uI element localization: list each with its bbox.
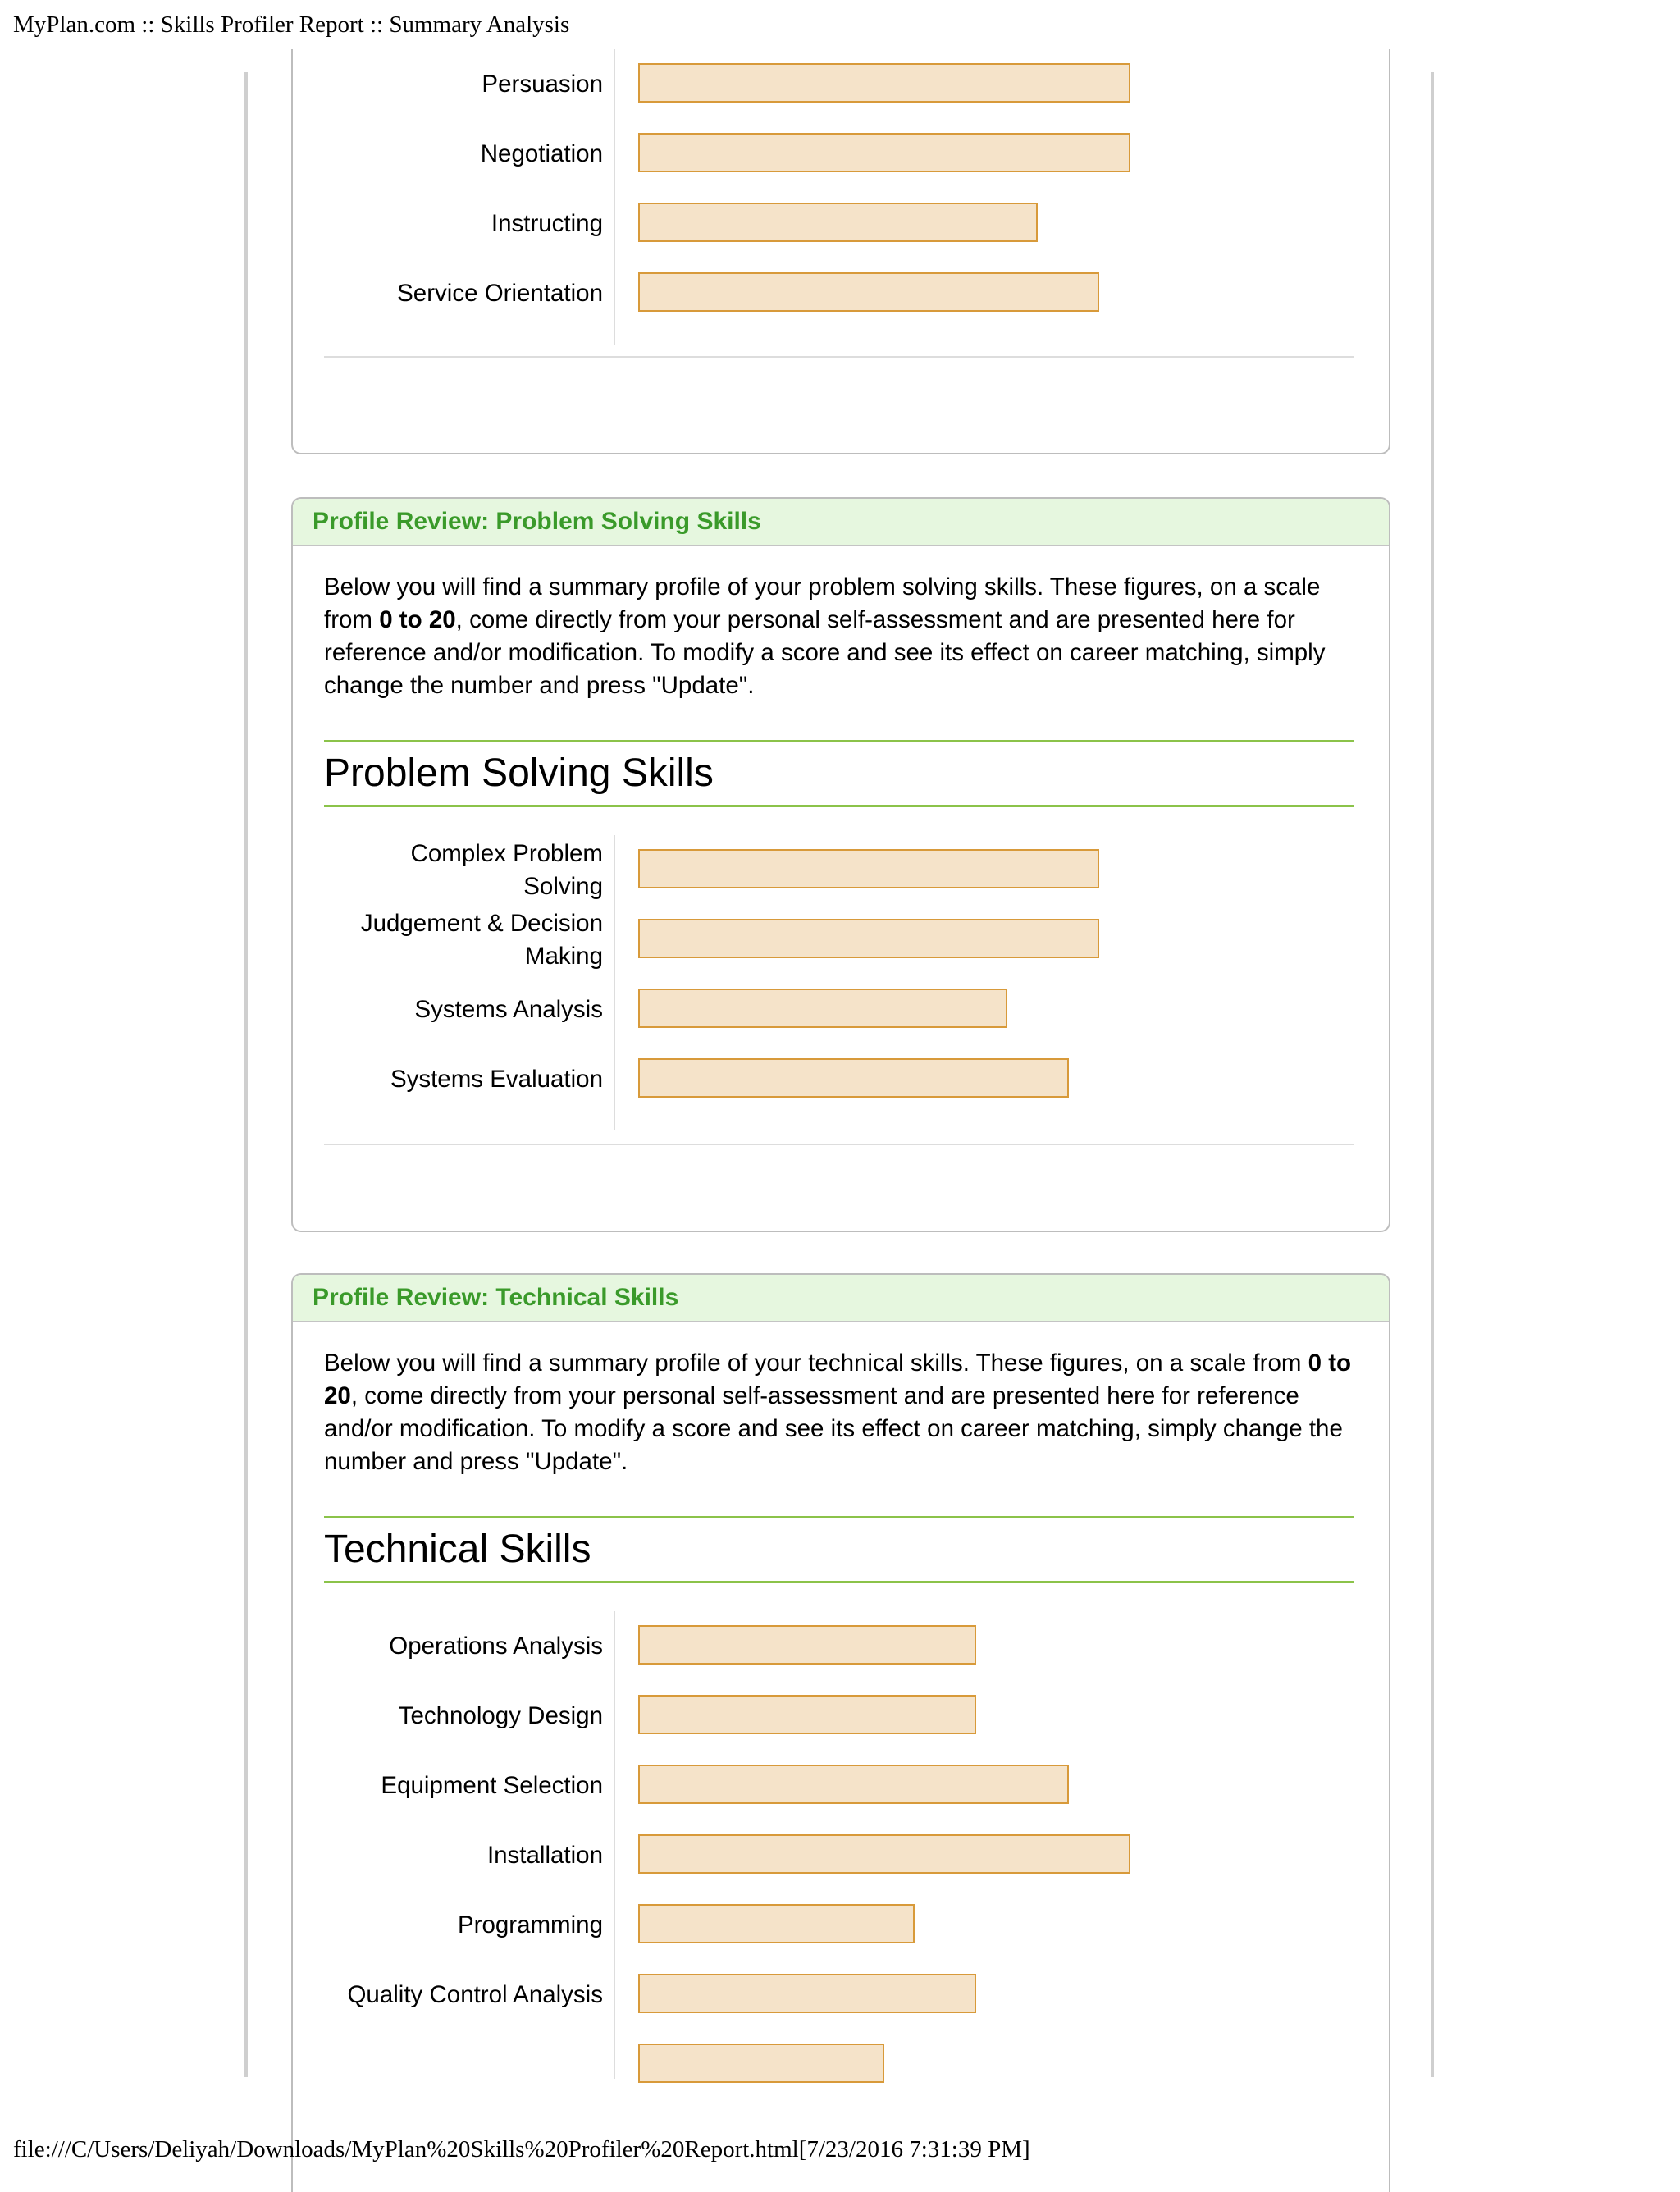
- panel-header-technical: Profile Review: Technical Skills: [293, 1275, 1389, 1322]
- skill-label: Equipment Selection: [381, 1771, 603, 1799]
- page-frame-right: [1431, 72, 1434, 2077]
- skill-label: Complex Problem Solving: [410, 839, 603, 900]
- skill-label: Systems Evaluation: [390, 1065, 603, 1093]
- chart-bottom-rule: [324, 1144, 1354, 1145]
- skill-score-bar: [638, 989, 1007, 1028]
- panel-problem-solving: [291, 497, 1390, 1232]
- skill-row: [293, 1681, 1392, 1751]
- panel-interpersonal-skills: [291, 49, 1390, 454]
- skill-label: Technology Design: [398, 1701, 603, 1729]
- skill-row: [293, 258, 1392, 328]
- panel-technical-skills: [291, 1273, 1390, 2192]
- skill-label: [332, 2030, 603, 2099]
- skill-row: [293, 835, 1392, 905]
- skill-label: Programming: [457, 1911, 603, 1939]
- skill-score-bar: [638, 133, 1130, 172]
- skill-score-bar: [638, 1834, 1130, 1874]
- skill-score-bar: [638, 1765, 1069, 1804]
- intro-text-problem-solving: Below you will find a summary profile of your problem solving skills. These figures, on a scale from 0 to 20, come directly from your personal self-assessment and are presented here for reference and/or modification. To modify a score and see its effect on career matching, simply change the number and press "Update".: [324, 573, 1326, 699]
- skill-label: Operations Analysis: [389, 1632, 603, 1660]
- chart-bottom-rule: [324, 356, 1354, 358]
- skill-score-bar: [638, 2044, 884, 2083]
- skill-score-bar: [638, 1058, 1069, 1098]
- skill-label: Systems Analysis: [414, 995, 603, 1023]
- skill-score-bar: [638, 1904, 915, 1943]
- skill-score-bar: [638, 849, 1099, 888]
- skill-label: Installation: [486, 1841, 603, 1869]
- skill-score-bar: [638, 919, 1099, 958]
- section-title-problem-solving: Problem Solving Skills: [324, 740, 1354, 807]
- print-header-title: MyPlan.com :: Skills Profiler Report :: Summary Analysis: [13, 11, 570, 38]
- skill-score-bar: [638, 203, 1038, 242]
- skill-label: Quality Control Analysis: [347, 1980, 603, 2008]
- skill-label: Instructing: [491, 209, 603, 237]
- page-frame-left: [244, 72, 248, 2077]
- panel-header-problem-solving: Profile Review: Problem Solving Skills: [293, 499, 1389, 546]
- skill-label: Service Orientation: [397, 279, 603, 307]
- skill-score-bar: [638, 272, 1099, 312]
- skill-row: [293, 1960, 1392, 2030]
- skill-row: [293, 975, 1392, 1044]
- skill-row: [293, 119, 1392, 189]
- skill-score-bar: [638, 1974, 976, 2013]
- skill-label: Judgement & Decision Making: [360, 909, 603, 970]
- section-title-technical: Technical Skills: [324, 1516, 1354, 1583]
- skill-row: [293, 189, 1392, 258]
- skill-row: [293, 905, 1392, 975]
- skill-label: Persuasion: [482, 70, 603, 98]
- skill-score-bar: [638, 63, 1130, 103]
- skill-row: [293, 1044, 1392, 1114]
- skill-row: [293, 49, 1392, 119]
- skill-row: [293, 1751, 1392, 1820]
- skill-row: [293, 2030, 1392, 2099]
- print-footer-url: file:///C/Users/Deliyah/Downloads/MyPlan%20Skills%20Profiler%20Report.html[7/23/2016 7:31:39 PM]: [13, 2136, 1030, 2162]
- skill-row: [293, 1890, 1392, 1960]
- skill-row: [293, 1820, 1392, 1890]
- skill-row: [293, 1611, 1392, 1681]
- skill-score-bar: [638, 1695, 976, 1734]
- intro-text-technical: Below you will find a summary profile of your technical skills. These figures, on a scale from 0 to 20, come directly from your personal self-assessment and are presented here for reference and/or modification. To modify a score and see its effect on career matching, simply change the number and press "Update".: [324, 1349, 1352, 1475]
- skill-label: Negotiation: [480, 139, 603, 167]
- skill-score-bar: [638, 1625, 976, 1665]
